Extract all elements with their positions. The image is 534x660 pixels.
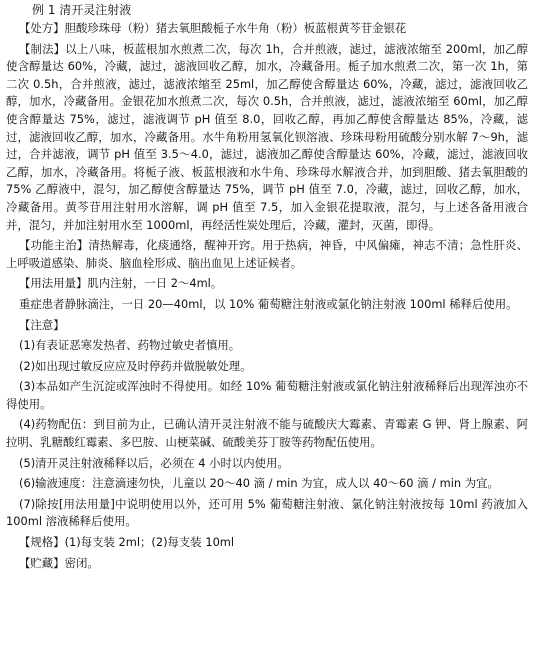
storage-section: 【贮藏】密闭。 xyxy=(19,555,99,570)
note-item: (5)清开灵注射液稀释以后，必须在 4 小时以内使用。 xyxy=(19,455,289,470)
note-item: (6)输液速度：注意滴速勿快，儿童以 20～40 滴 / min 为宜，成人以 40～60 滴 / min 为宜。 xyxy=(19,476,499,491)
severe-usage-text: 重症患者静脉滴注，一日 20—40ml，以 10% 葡萄糖注射液或氯化钠注射液 100ml 稀释后使用。 xyxy=(19,296,518,311)
spec-section: 【规格】(1)每支装 2ml；(2)每支装 10ml xyxy=(19,535,235,550)
note-item: (3)本品如产生沉淀或浑浊时不得使用。如经 10% 葡萄糖注射液或氯化钠注射液稀释后出现浑浊亦不得使用。 xyxy=(6,379,528,411)
note-item: (7)除按[用法用量]中说明使用以外，还可用 5% 葡萄糖注射液、氯化钠注射液按每 10ml 药液加入 100ml 溶液稀释后使用。 xyxy=(6,496,528,529)
method-section: 【制法】以上八味，板蓝根加水煎煮二次，每次 1h，合并煎液，滤过，滤液浓缩至 200ml，加乙醇使含醇量达 60%，冷藏，滤过，滤液回收乙醇，加水，冷藏备用。栀子加水煎煮二次，第一次 1h，第二次 0.5h，合并煎液，滤过，滤液浓缩至 25ml，加乙醇使含醇量达 60%，冷藏，滤过，滤液回收乙醇，加水，冷藏备用。金银花加水煎煮二次，每次 0.5h，合并煎液，滤过，滤液浓缩至 60ml，加乙醇使含醇量达 75%，滤过，滤液调节 pH 值至 8.0，回收乙醇，再加乙醇使含醇量达 85%，冷藏，滤过，滤液回收乙醇，加水，冷藏备用。水牛角粉用氢氧化钡溶液、珍珠母粉用硫酸分别水解 7～9h，滤过，合并滤液，调节 pH 值至 3.5～4.0，滤过，滤液加乙醇使含醇量达 60%，冷藏，滤过，滤液回收乙醇，加水，冷藏备用。将栀子液、板蓝根液和水牛角、珍珠母水解液合并，加到胆酸、猪去氧胆酸的 75% 乙醇液中，混匀，加乙醇使含醇量达 75%，调节 pH 值至 7.0，冷藏，滤过，回收乙醇，加水，冷藏备用。黄芩苷用注射用水溶解，调 pH 值至 7.5，加入金银花提取液，混匀，与上述各备用液合并，混匀，并加注射用水至 1000ml，再经活性炭处理后，冷藏，灌封，灭菌，即得。 xyxy=(6,41,528,232)
note-item: (1)有表证恶寒发热者、药物过敏史者慎用。 xyxy=(19,338,241,353)
note-item: (2)如出现过敏反应应及时停药并做脱敏处理。 xyxy=(19,358,252,373)
formula-section: 【处方】胆酸珍珠母（粉）猪去氧胆酸栀子水牛角（粉）板蓝根黄芩苷金银花 xyxy=(19,21,407,35)
function-section: 【功能主治】清热解毒，化痰通络，醒神开窍。用于热病，神昏，中风偏瘫，神志不清；急性肝炎、上呼吸道感染、肺炎、脑血栓形成、脑出血见上述证候者。 xyxy=(6,238,528,270)
usage-section: 【用法用量】肌内注射，一日 2～4ml。 xyxy=(19,276,223,291)
notes-header: 【注意】 xyxy=(19,317,65,332)
note-item: (4)药物配伍：到目前为止，已确认清开灵注射液不能与硫酸庆大霉素、青霉素 G 钾、肾上腺素、阿拉明、乳糖酸红霉素、多巴胺、山梗菜碱、硫酸美芬丁胺等药物配伍使用。 xyxy=(6,417,528,450)
example-title: 例 1 清开灵注射液 xyxy=(32,3,132,17)
